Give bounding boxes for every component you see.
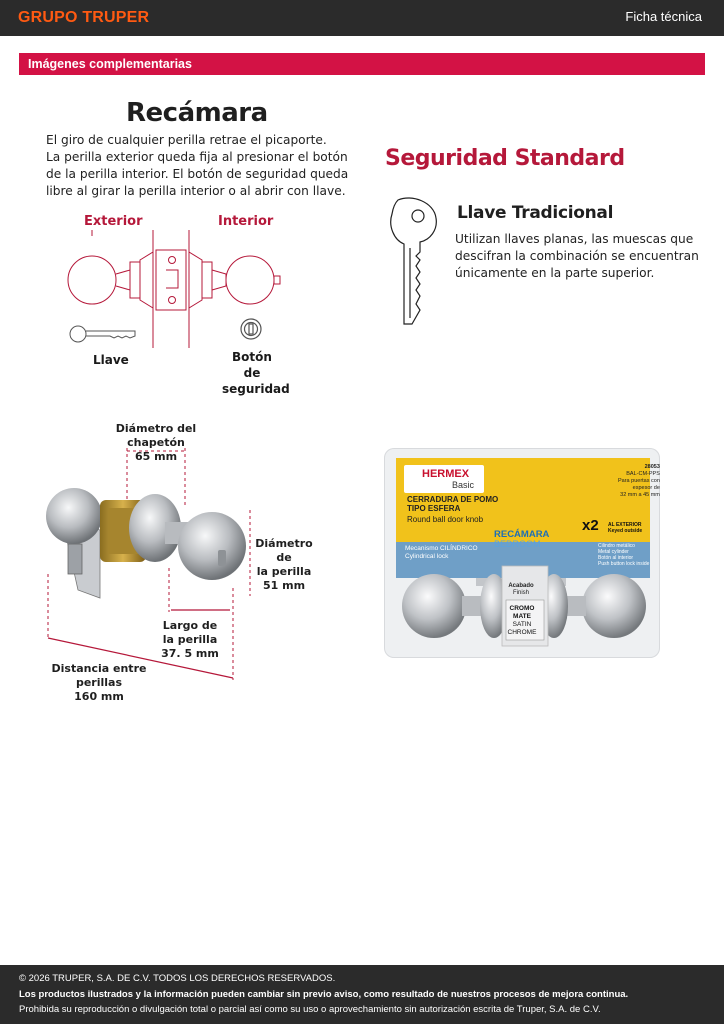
package-keys-count: x2 — [582, 517, 599, 534]
package-feature-4: Push button lock inside — [598, 561, 650, 567]
seguridad-title: Seguridad Standard — [385, 146, 625, 171]
package-title-1: CERRADURA DE POMO — [407, 495, 499, 504]
package-keys-note — [608, 522, 642, 534]
package-brand: HERMEX — [422, 468, 470, 480]
package-mech-1: Mecanismo CILÍNDRICO — [405, 545, 478, 552]
dim-chapeton-text: Diámetro del chapetón — [115, 422, 197, 449]
package-finish-6: CHROME — [507, 629, 537, 636]
package-finish-3: CROMO — [509, 605, 535, 612]
dim-distancia-text: Distancia entre perillas — [51, 662, 147, 689]
package-feature-2: Metal cylinder — [598, 549, 629, 555]
recamara-line-3: de la perilla interior. El botón de seguridad queda — [46, 167, 349, 181]
package-code-number: 28053 — [644, 464, 660, 470]
package-room-en: BEDROOM — [494, 539, 541, 549]
package-code-sku: BAL-CM-PPS — [626, 471, 660, 477]
key-line-1: Utilizan llaves planas, las muescas que — [455, 232, 694, 246]
recamara-line-2: La perilla exterior queda fija al presionar el botón — [46, 150, 348, 164]
knob-dimensions-photo — [40, 448, 260, 682]
dim-largo-text-2: la perilla — [162, 633, 218, 646]
package-mech-2: Cylindrical lock — [405, 553, 449, 560]
key-line-3: únicamente en la parte superior. — [455, 266, 655, 280]
footer-copyright: © 2026 TRUPER, S.A. DE C.V. TODOS LOS DERECHOS RESERVADOS. — [19, 973, 336, 984]
dim-perilla-text-2: la perilla — [256, 565, 312, 578]
package-code — [618, 464, 660, 499]
dim-largo-text-1: Largo de — [162, 619, 218, 632]
label-exterior: Exterior — [84, 214, 143, 229]
label-interior: Interior — [218, 214, 274, 229]
package-feature-3: Botón al interior — [598, 555, 634, 561]
dim-perilla-value: 51 mm — [262, 579, 306, 592]
dim-largo-label — [160, 619, 220, 661]
package-room: RECÁMARA — [494, 529, 550, 540]
package-finish-2: Finish — [512, 590, 529, 596]
package-code-note-2: espesor de — [632, 485, 660, 491]
dim-perilla-text-1: Diámetro de — [255, 537, 313, 564]
package-finish-name — [503, 605, 541, 637]
recamara-title: Recámara — [126, 98, 268, 128]
recamara-line-1: El giro de cualquier perilla retrae el picaporte. — [46, 133, 327, 147]
package-title-2: TIPO ESFERA — [407, 504, 461, 513]
package-finish-5: SATIN — [512, 621, 532, 628]
package-title — [407, 495, 498, 513]
key-small-icon — [70, 326, 135, 342]
package-line: Basic — [452, 480, 475, 490]
package-feature-1: Cilindro metálico — [598, 543, 635, 549]
package-code-note-3: 32 mm a 45 mm — [620, 492, 660, 498]
key-line-2: descifran la combinación se encuentran — [455, 249, 699, 263]
security-button-icon — [241, 319, 261, 339]
lock-schematic-diagram — [60, 230, 296, 355]
label-boton-seguridad: Botón de seguridad — [222, 350, 290, 396]
key-description — [455, 231, 699, 282]
recamara-line-4: libre al girar la perilla interior o al abrir con llave. — [46, 184, 346, 198]
dim-chapeton-value: 65 mm — [134, 450, 178, 463]
key-title: Llave Tradicional — [457, 203, 614, 223]
package-finish-4: MATE — [513, 613, 531, 620]
traditional-key-icon — [390, 196, 440, 328]
document-type: Ficha técnica — [625, 9, 702, 24]
section-title: Imágenes complementarias — [28, 57, 192, 71]
package-finish-label — [504, 583, 538, 597]
section-header — [19, 53, 705, 75]
package-mechanism — [405, 545, 478, 561]
brand-logo: GRUPO TRUPER — [18, 9, 150, 26]
label-llave: Llave — [93, 353, 129, 367]
package-keys-note-1: AL EXTERIOR — [608, 522, 642, 528]
recamara-description — [46, 132, 349, 200]
footer-prohibition: Prohibida su reproducción o divulgación total o parcial así como su uso o aprovechamiento sin autorización escrita de Truper, S.A. de C.V. — [19, 1004, 601, 1015]
dim-distancia-value: 160 mm — [74, 690, 124, 703]
dim-distancia-label — [40, 662, 158, 704]
package-finish-1: Acabado — [508, 583, 534, 589]
dim-largo-value: 37. 5 mm — [161, 647, 219, 660]
footer-notice: Los productos ilustrados y la información pueden cambiar sin previo aviso, como resultado de nuestros procesos de mejora continua. — [19, 989, 629, 1000]
dim-perilla-label — [252, 537, 316, 593]
package-keys-note-2: Keyed outside — [608, 528, 643, 534]
package-title-en: Round ball door knob — [407, 515, 484, 524]
package-code-note-1: Para puertas con — [618, 478, 660, 484]
